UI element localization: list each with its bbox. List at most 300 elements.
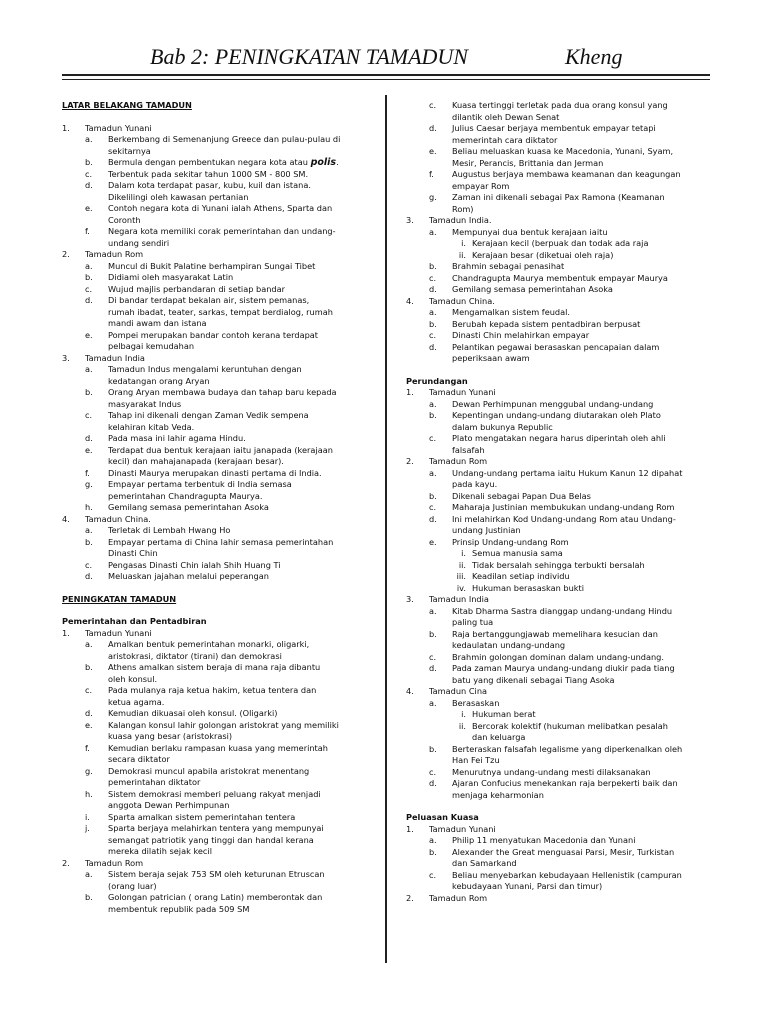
item-text: undang Justinian: [452, 525, 521, 535]
list-item-continuation: [406, 640, 712, 652]
list-item: [406, 123, 712, 135]
list-item-continuation: [62, 399, 366, 411]
list-marker: b.: [429, 490, 437, 501]
list-item-continuation: [62, 800, 366, 812]
list-item-continuation: [62, 376, 366, 388]
list-item-continuation: [406, 422, 712, 434]
list-item-continuation: [62, 341, 366, 353]
item-text: Plato mengatakan negara harus diperintah oleh ahli: [452, 433, 666, 443]
item-text: Perundangan: [406, 375, 468, 386]
list-item: [62, 708, 366, 720]
list-marker: g.: [85, 479, 93, 489]
list-marker: b.: [85, 536, 93, 547]
item-text: Gemilang semasa pemerintahan Asoka: [108, 502, 269, 512]
list-item: [406, 594, 712, 606]
item-text: (orang luar): [108, 880, 157, 891]
item-text: Kuasa tertinggi terletak pada dua orang konsul yang: [452, 100, 668, 110]
item-text: Julius Caesar berjaya membentuk empayar tetapi: [452, 123, 656, 133]
subsection-heading: [406, 812, 712, 824]
list-item: [406, 698, 712, 710]
list-marker: e.: [429, 536, 437, 547]
item-text: LATAR BELAKANG TAMADUN: [62, 100, 192, 110]
item-text: pada kayu.: [452, 479, 498, 489]
list-marker: 3.: [406, 594, 414, 604]
left-column: [62, 100, 366, 915]
list-item-continuation: [62, 215, 366, 227]
page-title: Bab 2: PENINGKATAN TAMADUN: [150, 44, 468, 69]
item-text: secara diktator: [108, 754, 170, 764]
item-text: Han Fei Tzu: [452, 755, 500, 765]
item-text: Orang Aryan membawa budaya dan tahap baru kepada: [108, 387, 337, 397]
list-item: [62, 892, 366, 904]
list-marker: c.: [85, 410, 93, 420]
list-item: [406, 824, 712, 836]
list-item: [406, 273, 712, 285]
list-item: [62, 123, 366, 135]
list-item: [62, 639, 366, 651]
list-item: [62, 502, 366, 514]
spacer: [62, 605, 366, 616]
subsection-heading: [406, 376, 712, 388]
list-marker: g.: [429, 192, 437, 202]
item-text: rumah ibadat, teater, sarkas, tempat berdialog, rumah: [108, 306, 333, 317]
list-item: [406, 250, 712, 262]
item-text: Dikenali sebagai Papan Dua Belas: [452, 490, 591, 501]
item-text: dan Samarkand: [452, 858, 517, 868]
item-text: Sparta berjaya melahirkan tentera yang mempunyai: [108, 823, 324, 833]
list-item: [62, 272, 366, 284]
item-text: Tamadun Yunani: [429, 823, 496, 834]
item-text: Kepentingan undang-undang diutarakan oleh Plato: [452, 410, 661, 420]
list-marker: b.: [85, 387, 93, 397]
list-marker: d.: [429, 284, 437, 294]
list-marker: b.: [85, 892, 93, 902]
list-marker: a.: [85, 134, 93, 144]
list-marker: d.: [85, 571, 93, 581]
item-text: Philip 11 menyatukan Macedonia dan Yunani: [452, 835, 636, 845]
list-item-continuation: [406, 135, 712, 147]
list-item: [62, 410, 366, 422]
item-text: Tamadun China.: [85, 513, 151, 524]
list-marker: d.: [429, 123, 437, 133]
item-text: pemerintahan diktator: [108, 777, 201, 787]
spacer: [62, 583, 366, 594]
item-text: Prinsip Undang-undang Rom: [452, 536, 569, 547]
list-item: [406, 560, 712, 572]
list-item-continuation: [62, 731, 366, 743]
list-marker: f.: [429, 169, 434, 179]
list-marker: f.: [85, 467, 90, 478]
list-item: [406, 721, 712, 733]
list-item-continuation: [62, 456, 366, 468]
item-text: Mesir, Perancis, Brittania dan Jerman: [452, 157, 604, 168]
list-item-continuation: [62, 904, 366, 916]
list-item: [406, 433, 712, 445]
item-text: kedatangan orang Aryan: [108, 375, 210, 386]
list-item-continuation: [406, 353, 712, 365]
list-item: [406, 686, 712, 698]
item-text: Berkembang di Semenanjung Greece dan pulau-pulau di: [108, 134, 341, 144]
item-text: Alexander the Great menguasai Parsi, Mesir, Turkistan: [452, 846, 675, 857]
list-marker: a.: [429, 307, 437, 317]
list-marker: c.: [429, 100, 437, 110]
item-text: Kalangan konsul lahir golongan aristokrat yang memiliki: [108, 719, 339, 730]
list-item-continuation: [62, 651, 366, 663]
list-item-continuation: [62, 777, 366, 789]
list-marker: a.: [429, 605, 437, 616]
list-item: [406, 652, 712, 664]
item-text: Amalkan bentuk pemerintahan monarki, oligarki,: [108, 639, 310, 649]
item-text: Tidak bersalah sehingga terbukti bersalah: [472, 559, 645, 570]
item-text: Mempunyai dua bentuk kerajaan iaitu: [452, 226, 608, 237]
list-marker: d.: [429, 513, 437, 524]
item-text: Golongan patrician ( orang Latin) memberontak dan: [108, 892, 323, 902]
item-text: Dalam kota terdapat pasar, kubu, kuil dan istana.: [108, 180, 311, 190]
item-text: Berasaskan: [452, 697, 500, 708]
list-item: [406, 767, 712, 779]
list-item: [406, 491, 712, 503]
item-text: Kemudian berlaku rampasan kuasa yang memerintah: [108, 742, 328, 753]
list-marker: i.: [461, 548, 466, 558]
item-text: Demokrasi muncul apabila aristokrat menentang: [108, 765, 310, 776]
list-item: [406, 514, 712, 526]
item-text: Bercorak kolektif (hukuman melibatkan pesalah: [472, 720, 668, 731]
list-item-continuation: [406, 732, 712, 744]
item-text: Gemilang semasa pemerintahan Asoka: [452, 284, 613, 294]
list-item: [406, 468, 712, 480]
item-text: Hukuman berat: [472, 709, 536, 719]
list-marker: d.: [429, 663, 437, 673]
list-item-continuation: [62, 307, 366, 319]
section-heading: [62, 594, 366, 606]
item-text: Empayar pertama terbentuk di India semasa: [108, 479, 292, 489]
item-text: Ajaran Confucius menekankan raja berpekerti baik dan: [452, 778, 678, 788]
item-text: kebudayaan Yunani, Parsi dan timur): [452, 881, 603, 891]
list-marker: 1.: [406, 823, 414, 834]
item-text: Tamadun Rom: [85, 249, 144, 259]
item-text: Di bandar terdapat bekalan air, sistem pemanas,: [108, 295, 310, 305]
item-text: aristokrasi, diktator (tirani) dan demokrasi: [108, 650, 282, 661]
list-item: [62, 295, 366, 307]
item-text: kedaulatan undang-undang: [452, 640, 566, 650]
page-header: [0, 44, 768, 76]
list-item: [62, 537, 366, 549]
item-text: batu yang dikenali sebagai Tiang Asoka: [452, 674, 615, 685]
item-text: Tamadun Indus mengalami keruntuhan dengan: [108, 364, 302, 374]
item-text: Semua manusia sama: [472, 548, 563, 558]
list-item-continuation: [62, 846, 366, 858]
list-marker: 3.: [62, 352, 70, 363]
item-text: Kemudian dikuasai oleh konsul. (Oligarki): [108, 708, 278, 718]
item-text: Kerajaan besar (diketuai oleh raja): [472, 249, 614, 260]
list-item-continuation: [406, 204, 712, 216]
item-text: Peluasan Kuasa: [406, 812, 479, 822]
list-item-continuation: [406, 479, 712, 491]
list-item: [406, 307, 712, 319]
list-marker: d.: [85, 433, 93, 443]
list-marker: b.: [85, 157, 93, 167]
list-marker: i.: [461, 238, 466, 248]
list-marker: a.: [429, 398, 437, 409]
list-item-continuation: [406, 617, 712, 629]
header-rule-thick: [62, 74, 710, 76]
item-text: Dewan Perhimpunan menggubal undang-undang: [452, 398, 654, 409]
list-item-continuation: [406, 790, 712, 802]
list-item-continuation: [406, 181, 712, 193]
item-text: Sistem beraja sejak 753 SM oleh keturunan Etruscan: [108, 869, 325, 879]
item-text: Tamadun Yunani: [429, 387, 496, 397]
list-item: [62, 134, 366, 146]
item-text: Tamadun Rom: [429, 456, 488, 466]
list-item: [62, 203, 366, 215]
item-text: Tamadun Rom: [85, 857, 144, 868]
item-text: Tamadun India.: [429, 215, 492, 225]
list-item: [406, 387, 712, 399]
list-item-continuation: [406, 881, 712, 893]
list-item: [62, 812, 366, 824]
item-text: semangat patriotik yang tinggi dan handal kerana: [108, 834, 314, 845]
list-item: [62, 180, 366, 192]
list-item-continuation: [62, 146, 366, 158]
list-item-continuation: [406, 158, 712, 170]
list-item: [62, 364, 366, 376]
list-item: [406, 629, 712, 641]
list-item: [406, 502, 712, 514]
subsection-heading: [62, 616, 366, 628]
list-item: [406, 606, 712, 618]
list-marker: iv.: [456, 582, 466, 593]
item-text: Dinasti Chin: [108, 548, 158, 558]
item-text: Berteraskan falsafah legalisme yang diperkenalkan oleh: [452, 743, 683, 754]
list-item: [406, 319, 712, 331]
list-item: [406, 146, 712, 158]
list-item: [62, 261, 366, 273]
item-text: PENINGKATAN TAMADUN: [62, 593, 177, 604]
list-item: [406, 238, 712, 250]
list-marker: e.: [429, 146, 437, 156]
list-marker: 4.: [406, 686, 414, 696]
item-text: Augustus berjaya membawa keamanan dan keagungan: [452, 169, 681, 179]
list-item: [406, 583, 712, 595]
list-item: [62, 720, 366, 732]
item-text: Beliau menyebarkan kebudayaan Hellenistik (campuran: [452, 869, 682, 880]
list-item-continuation: [406, 858, 712, 870]
item-text: Berubah kepada sistem pentadbiran berpusat: [452, 318, 641, 329]
list-marker: h.: [85, 502, 93, 512]
list-item: [406, 663, 712, 675]
list-item: [62, 387, 366, 399]
item-text: oleh konsul.: [108, 673, 158, 684]
list-marker: c.: [429, 766, 437, 777]
item-text: Menurutnya undang-undang mesti dilaksanakan: [452, 766, 651, 777]
list-marker: ii.: [458, 559, 466, 570]
list-item: [406, 571, 712, 583]
list-marker: j.: [85, 823, 90, 833]
item-text: memerintah cara diktator: [452, 134, 558, 145]
item-text: kuasa yang besar (aristokrasi): [108, 731, 233, 741]
list-marker: a.: [85, 525, 93, 535]
item-text: Tamadun Rom: [429, 892, 488, 903]
list-item-continuation: [62, 548, 366, 560]
list-item: [62, 353, 366, 365]
item-text: undang sendiri: [108, 237, 170, 248]
list-marker: a.: [429, 697, 437, 708]
list-item-continuation: [62, 192, 366, 204]
list-marker: g.: [85, 765, 93, 776]
list-marker: a.: [85, 364, 93, 374]
item-text: Negara kota memiliki corak pemerintahan dan undang-: [108, 226, 336, 236]
list-item: [406, 847, 712, 859]
list-item: [62, 445, 366, 457]
list-item: [62, 330, 366, 342]
list-item: [406, 870, 712, 882]
list-marker: c.: [429, 651, 437, 662]
list-item: [62, 169, 366, 181]
item-text: Muncul di Bukit Palatine berhampiran Sungai Tibet: [108, 260, 316, 271]
list-marker: b.: [429, 318, 437, 329]
list-item-continuation: [406, 445, 712, 457]
item-text: dalam bukunya Republic: [452, 421, 553, 432]
item-text: Beliau meluaskan kuasa ke Macedonia, Yunani, Syam,: [452, 146, 674, 156]
list-marker: a.: [429, 835, 437, 845]
list-item-continuation: [62, 697, 366, 709]
list-marker: c.: [85, 283, 93, 294]
list-item: [406, 227, 712, 239]
list-marker: 3.: [406, 215, 414, 225]
item-text: Athens amalkan sistem beraja di mana raja dibantu: [108, 662, 321, 672]
item-text: falsafah: [452, 444, 485, 455]
list-marker: c.: [85, 685, 93, 695]
list-marker: d.: [429, 778, 437, 788]
list-marker: b.: [85, 662, 93, 672]
list-marker: d.: [85, 180, 93, 190]
item-text: Keadilan setiap individu: [472, 571, 570, 581]
list-item: [406, 456, 712, 468]
list-item: [62, 284, 366, 296]
list-marker: d.: [85, 295, 93, 305]
list-item: [406, 399, 712, 411]
column-divider: [385, 95, 387, 963]
item-text: membentuk republik pada 509 SM: [108, 903, 250, 914]
list-marker: iii.: [456, 571, 466, 581]
list-item: [62, 514, 366, 526]
list-marker: 4.: [406, 295, 414, 306]
list-item: [62, 766, 366, 778]
list-item: [62, 560, 366, 572]
list-item: [62, 685, 366, 697]
spacer: [406, 365, 712, 376]
list-item-continuation: [62, 422, 366, 434]
list-item: [406, 261, 712, 273]
list-marker: 4.: [62, 513, 70, 524]
item-text: Meluaskan jajahan melalui peperangan: [108, 571, 269, 581]
list-marker: f.: [85, 226, 90, 236]
item-text: Rom): [452, 203, 474, 214]
list-item-continuation: [62, 835, 366, 847]
list-item: [406, 410, 712, 422]
list-marker: b.: [429, 743, 437, 754]
list-marker: i.: [461, 709, 466, 719]
item-text: Kerajaan kecil (berpuak dan todak ada raja: [472, 238, 649, 248]
item-text: Terbentuk pada sekitar tahun 1000 SM - 800 SM.: [108, 168, 309, 179]
list-item-continuation: [62, 881, 366, 893]
spacer: [62, 112, 366, 123]
right-column: [406, 100, 712, 904]
item-text: Empayar pertama di China lahir semasa pemerintahan: [108, 536, 334, 547]
item-text: Coronth: [108, 214, 141, 225]
list-marker: c.: [85, 168, 93, 179]
list-marker: h.: [85, 788, 93, 799]
item-text: Mengamalkan sistem feudal.: [452, 307, 571, 317]
list-item: [406, 284, 712, 296]
list-marker: a.: [85, 869, 93, 879]
list-marker: c.: [429, 502, 437, 512]
list-marker: e.: [85, 329, 93, 340]
list-item: [406, 709, 712, 721]
item-text: pelbagai kemudahan: [108, 341, 195, 351]
list-item: [62, 743, 366, 755]
item-text: mereka dilatih sejak kecil: [108, 846, 212, 856]
item-text: Tahap ini dikenali dengan Zaman Vedik sempena: [108, 410, 309, 420]
item-text: Tamadun Cina: [429, 686, 488, 696]
list-item: [62, 479, 366, 491]
list-marker: c.: [85, 559, 93, 570]
item-text: anggota Dewan Perhimpunan: [108, 800, 230, 810]
item-text: Kitab Dharma Sastra dianggap undang-undang Hindu: [452, 605, 673, 616]
list-marker: e.: [85, 719, 93, 730]
item-text: Pada masa ini lahir agama Hindu.: [108, 433, 246, 443]
spacer: [406, 801, 712, 812]
section-heading: [62, 100, 366, 112]
list-item: [406, 330, 712, 342]
item-text: Chandragupta Maurya membentuk empayar Maurya: [452, 272, 668, 283]
list-item: [406, 835, 712, 847]
list-item-continuation: [406, 755, 712, 767]
list-marker: b.: [429, 261, 437, 271]
author-name: Kheng: [565, 44, 623, 69]
list-marker: b.: [429, 410, 437, 420]
list-item-continuation: [406, 675, 712, 687]
list-marker: ii.: [458, 720, 466, 731]
list-item: [406, 192, 712, 204]
header-rule-thin: [62, 79, 710, 80]
list-item: [406, 778, 712, 790]
item-text: Brahmin golongan dominan dalam undang-undang.: [452, 651, 664, 662]
list-item: [406, 893, 712, 905]
item-text: Pengasas Dinasti Chin ialah Shih Huang Ti: [108, 559, 281, 570]
item-text: Wujud majlis perbandaran di setiap bandar: [108, 283, 285, 294]
item-text: Didiami oleh masyarakat Latin: [108, 272, 234, 282]
item-text: Sparta amalkan sistem pemerintahan tentera: [108, 811, 296, 822]
item-text: Tamadun China.: [429, 295, 495, 306]
item-text: menjaga keharmonian: [452, 789, 544, 800]
item-text: Dikelilingi oleh kawasan pertanian: [108, 191, 249, 202]
list-item: [62, 869, 366, 881]
list-marker: a.: [429, 226, 437, 237]
list-item: [406, 215, 712, 227]
item-text: Contoh negara kota di Yunani ialah Athens, Sparta dan: [108, 203, 333, 213]
item-text: Terletak di Lembah Hwang Ho: [108, 525, 231, 535]
list-marker: 2.: [62, 249, 70, 259]
list-marker: 2.: [62, 857, 70, 868]
list-item-continuation: [62, 674, 366, 686]
list-marker: 2.: [406, 456, 414, 466]
list-item: [406, 537, 712, 549]
list-item: [62, 858, 366, 870]
list-marker: a.: [85, 260, 93, 271]
list-item-continuation: [62, 754, 366, 766]
item-text: Pemerintahan dan Pentadbiran: [62, 616, 207, 626]
